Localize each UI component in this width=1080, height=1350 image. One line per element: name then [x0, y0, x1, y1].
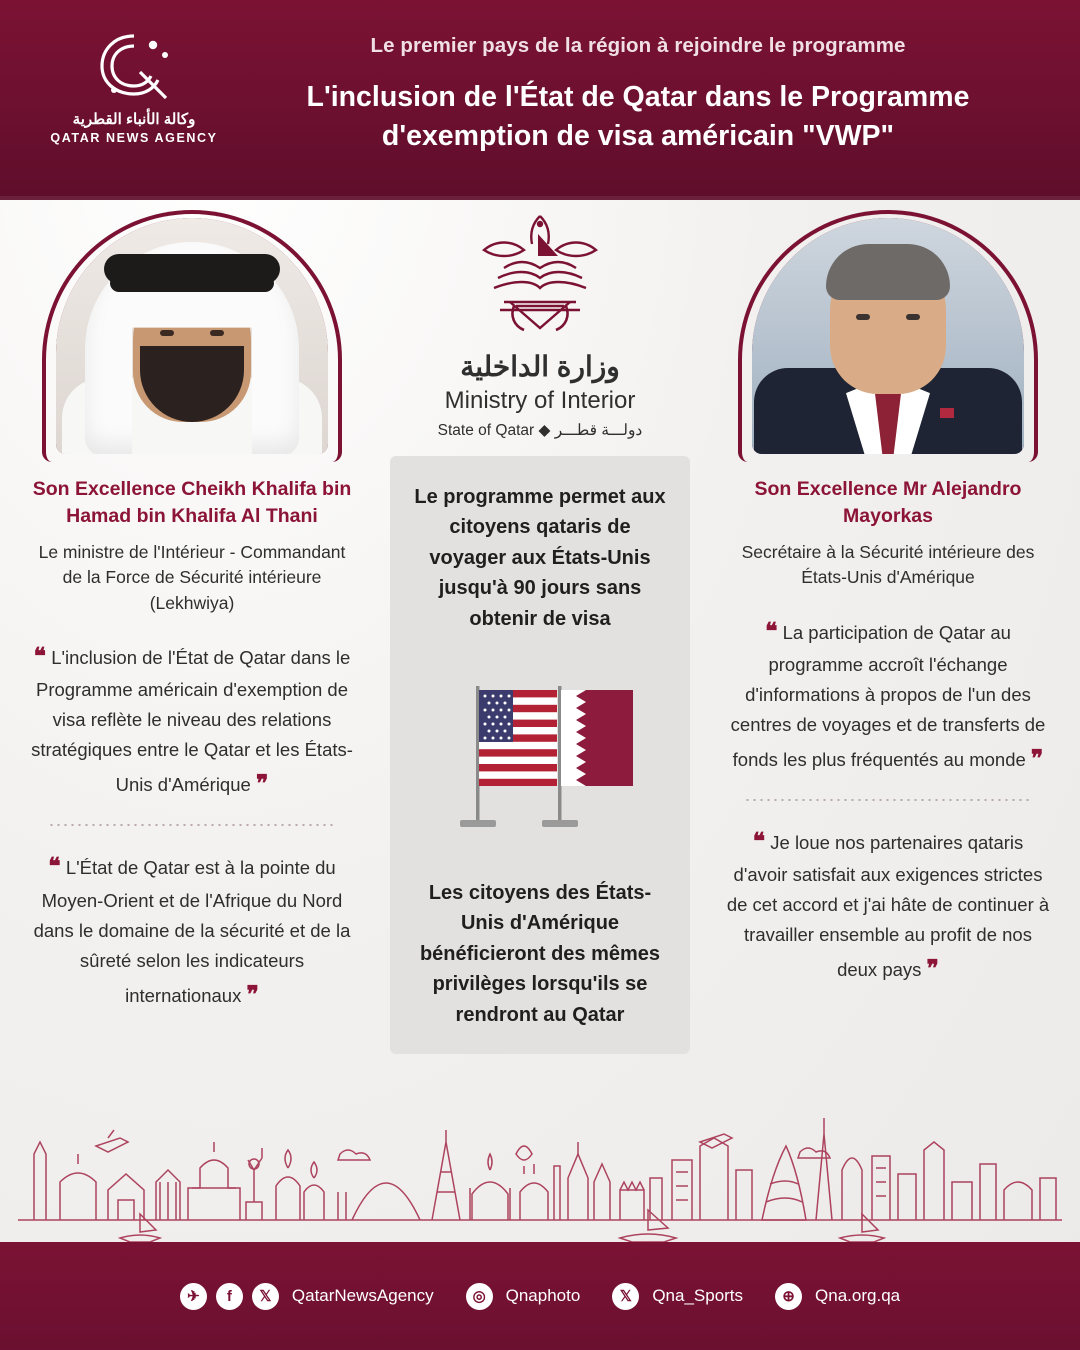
header-banner — [0, 0, 1080, 200]
center-panel-top-text: Le programme permet aux citoyens qataris de voyager aux États-Unis jusqu'à 90 jours sans obtenir de visa — [414, 486, 666, 630]
left-quote-2 — [22, 848, 362, 1012]
page-title — [236, 78, 1040, 156]
right-quote-1-text: La participation de Qatar au programme accroît l'échange d'informations à propos de l'un des centres de voyages et de transferts de fonds les plus fréquentés au monde — [730, 621, 1046, 770]
qatar-emblem-icon — [470, 210, 610, 342]
center-column — [390, 200, 690, 1054]
social-group-qnaphoto[interactable] — [466, 1283, 581, 1310]
social-group-qatarnewsagency[interactable] — [180, 1283, 434, 1310]
quote-close-icon: ❞ — [255, 770, 269, 797]
qna-logo — [44, 28, 224, 158]
quote-open-icon: ❝ — [33, 642, 47, 669]
left-person-column — [22, 200, 362, 1013]
header-kicker: Le premier pays de la région à rejoindre le programme — [370, 34, 906, 57]
header-text-block — [236, 34, 1040, 156]
qna-logo-mark — [90, 28, 178, 106]
footer-social-bar — [0, 1242, 1080, 1350]
quote-close-icon: ❞ — [926, 955, 939, 982]
quote-close-icon: ❞ — [246, 980, 259, 1007]
left-portrait-wrap — [42, 218, 342, 458]
right-quote-2-text: Je loue nos partenaires qataris d'avoir satisfait aux exigences strictes de cet accord et j'ai hâte de continuer à travailler ensemble au profit de nos deux pays — [726, 831, 1050, 981]
quote-open-icon: ❝ — [765, 617, 778, 644]
avatar-sheikh-khalifa — [56, 218, 328, 454]
right-quote-2 — [718, 823, 1058, 987]
content-area — [0, 200, 1080, 1100]
handle-qnaphoto[interactable]: Qnaphoto — [505, 1286, 581, 1305]
x-icon[interactable]: 𝕏 — [612, 1283, 639, 1310]
right-divider — [744, 799, 1032, 801]
avatar-alejandro-mayorkas — [752, 218, 1024, 454]
right-person-name: Son Excellence Mr Alejandro Mayorkas — [754, 478, 1022, 527]
right-person-role: Secrétaire à la Sécurité intérieure des États-Unis d'Amérique — [741, 541, 1035, 588]
right-portrait-wrap — [738, 218, 1038, 458]
world-skyline-illustration — [0, 1042, 1080, 1242]
handle-website[interactable]: Qna.org.qa — [815, 1286, 901, 1305]
ministry-name-english: Ministry of Interior — [444, 387, 636, 414]
handle-qna-sports[interactable]: Qna_Sports — [652, 1286, 744, 1305]
qna-logo-english: QATAR NEWS AGENCY — [50, 131, 218, 145]
left-divider — [48, 824, 336, 826]
ministry-of-interior-block — [390, 200, 690, 440]
center-panel-bottom-text: Les citoyens des États-Unis d'Amérique bénéficieront des mêmes privilèges lorsqu'ils se rendront au Qatar — [419, 881, 661, 1026]
left-quote-1-text: L'inclusion de l'État de Qatar dans le Programme américain d'exemption de visa reflète le niveau des relations stratégiques entre le Qatar et les États-Unis d'Amérique — [31, 646, 353, 796]
flags-illustration — [430, 668, 650, 848]
qna-logo-arabic: وكالة الأنباء القطرية — [72, 111, 196, 128]
left-quote-1 — [22, 638, 362, 802]
social-group-website[interactable] — [775, 1283, 900, 1310]
handle-qatarnewsagency[interactable]: QatarNewsAgency — [291, 1286, 434, 1305]
telegram-icon[interactable]: ✈ — [180, 1283, 207, 1310]
quote-close-icon: ❞ — [1030, 744, 1044, 771]
quote-open-icon: ❝ — [48, 853, 61, 880]
instagram-icon[interactable]: ◎ — [466, 1283, 493, 1310]
right-person-column — [718, 200, 1058, 987]
ministry-name-arabic: وزارة الداخلية — [460, 351, 620, 382]
globe-icon[interactable]: ⊕ — [775, 1283, 802, 1310]
left-quote-2-text: L'État de Qatar est à la pointe du Moyen-Orient et de l'Afrique du Nord dans le domaine de la sécurité et de la sûreté selon les indicateurs internationaux — [33, 857, 351, 1006]
headline-line-2: d'exemption de visa américain "VWP" — [381, 120, 895, 153]
quote-open-icon: ❝ — [752, 827, 766, 854]
facebook-icon[interactable]: f — [216, 1283, 243, 1310]
left-person-name: Son Excellence Cheikh Khalifa bin Hamad bin Khalifa Al Thani — [32, 478, 352, 527]
headline-line-1: L'inclusion de l'État de Qatar dans le Programme — [306, 81, 970, 113]
left-person-role: Le ministre de l'Intérieur - Commandant de la Force de Sécurité intérieure (Lekhwiya) — [38, 541, 346, 613]
center-info-panel — [390, 456, 690, 1054]
ministry-state-label: State of Qatar ◆ دولـــة قطـــر — [437, 422, 643, 439]
right-quote-1 — [718, 613, 1058, 777]
x-icon[interactable]: 𝕏 — [252, 1283, 279, 1310]
social-group-qna-sports[interactable] — [612, 1283, 743, 1310]
